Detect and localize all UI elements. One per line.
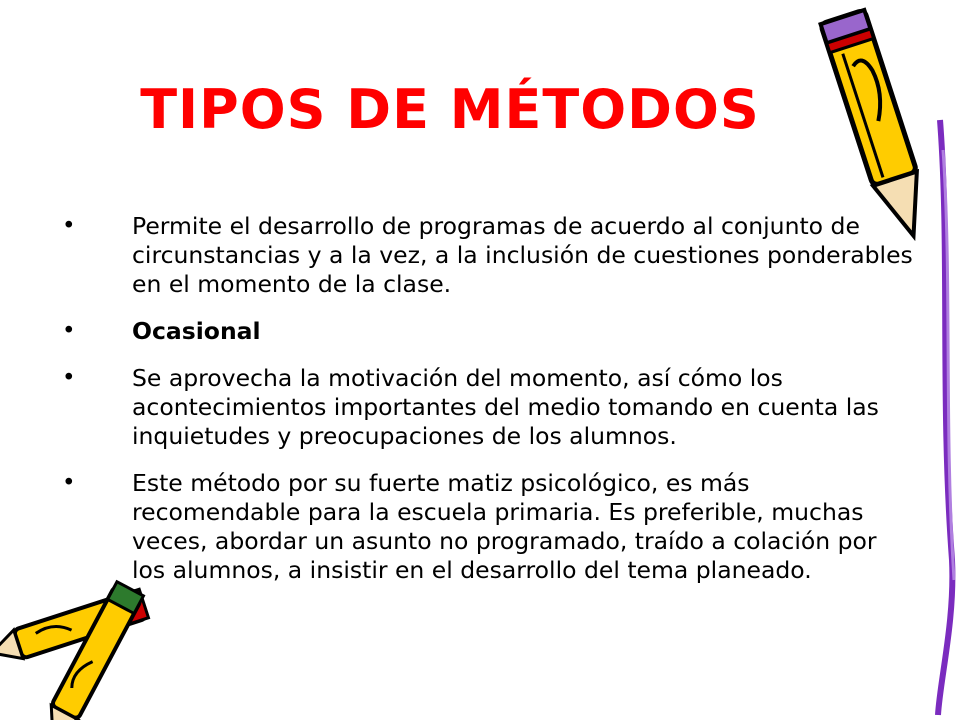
bullet-symbol: • — [62, 470, 76, 496]
bullet-item — [62, 364, 914, 451]
bullet-text: Permite el desarrollo de programas de acuerdo al conjunto de circunstancias y a la vez, a la inclusión de cuestiones ponderables en el momento de la clase. — [132, 212, 913, 298]
bullet-list — [62, 212, 914, 603]
bullet-item — [62, 212, 914, 299]
bullet-text: Se aprovecha la motivación del momento, así cómo los acontecimientos importantes del medio tomando en cuenta las inquietudes y preocupaciones de los alumnos. — [132, 364, 879, 450]
slide-title: TIPOS DE MÉTODOS — [140, 78, 760, 141]
bullet-heading-ocasional: Ocasional — [132, 317, 261, 345]
bullet-symbol: • — [62, 365, 76, 391]
bullet-item — [62, 469, 914, 585]
bullet-symbol: • — [62, 213, 76, 239]
bullet-item — [62, 317, 914, 346]
bullet-symbol: • — [62, 318, 76, 344]
bullet-text: Este método por su fuerte matiz psicológico, es más recomendable para la escuela primaria. Es preferible, muchas veces, abordar un asunto no programado, traído a colación por los alumnos, a insistir en el desarrollo del tema planeado. — [132, 469, 877, 584]
